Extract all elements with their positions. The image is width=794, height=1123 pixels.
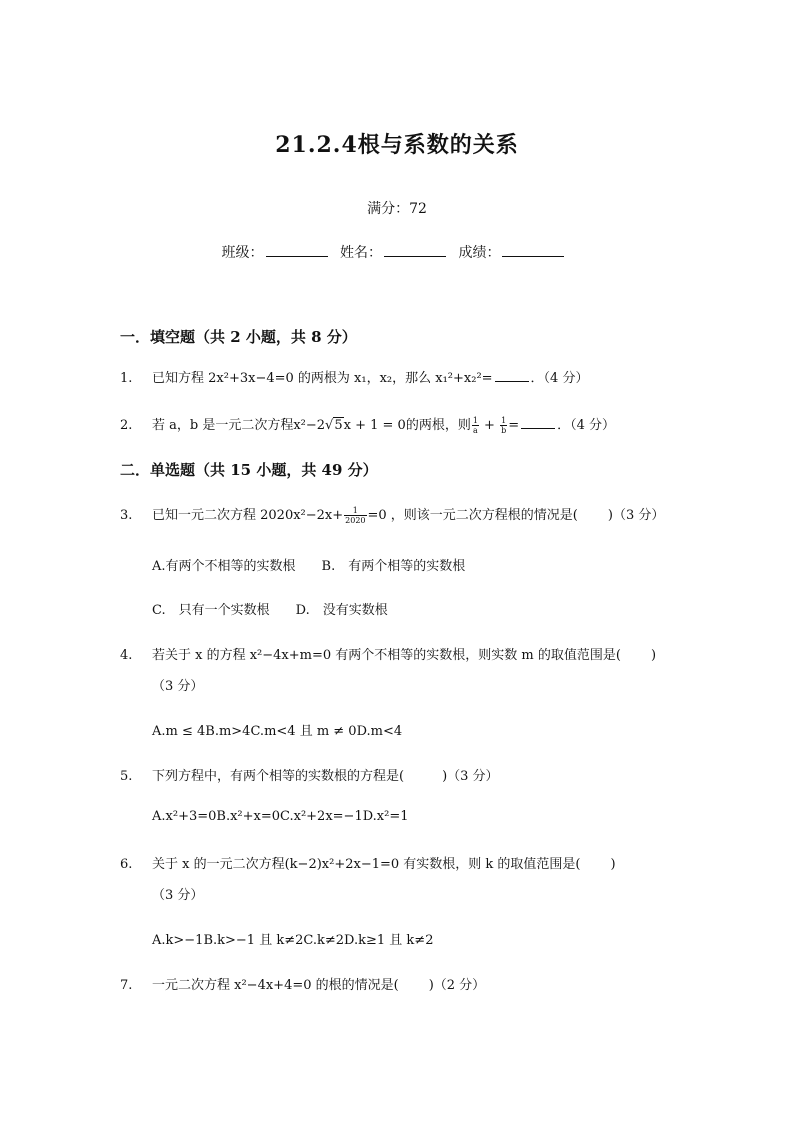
question-2: [120, 414, 615, 435]
question-3: [120, 504, 664, 525]
question-text-end: =0 ，则该一元二次方程根的情况是(: [367, 508, 578, 523]
grade-blank[interactable]: [502, 242, 564, 257]
question-paren-close: ): [650, 648, 657, 663]
question-text: 已知方程 2x²+3x−4=0 的两根为 x₁，x₂，那么 x₁²+x₂²=: [152, 371, 493, 386]
question-number: 2.: [120, 418, 133, 433]
fraction-1-over-b: $\frac{1}{b}$: [501, 416, 507, 435]
question-6-points: （3 分）: [152, 888, 204, 903]
grade-label: 成绩：: [458, 245, 501, 261]
question-4-options[interactable]: A.m ≤ 4B.m>4C.m<4 且 m ≠ 0D.m<4: [152, 724, 403, 739]
question-4: [120, 644, 656, 663]
question-number: 5.: [120, 769, 133, 784]
question-number: 4.: [120, 648, 133, 663]
question-number: 6.: [120, 857, 133, 872]
question-text: 若关于 x 的方程 x²−4x+m=0 有两个不相等的实数根，则实数 m 的取值范围是(: [152, 648, 621, 663]
question-text: 一元二次方程 x²−4x+4=0 的根的情况是(: [152, 978, 399, 993]
section-heading-fill-blank: 一．填空题（共 2 小题，共 8 分）: [120, 328, 357, 346]
question-text: 若 a，b 是一元二次方程x²−2: [152, 418, 326, 433]
answer-blank[interactable]: [521, 416, 555, 429]
question-number: 3.: [120, 508, 133, 523]
class-blank[interactable]: [266, 242, 328, 257]
page-title: 21.2.4根与系数的关系: [275, 132, 519, 158]
student-info-row: [0, 242, 794, 262]
name-label: 姓名：: [340, 245, 382, 261]
question-number: 1.: [120, 371, 133, 386]
question-4-points: （3 分）: [152, 679, 204, 694]
fraction-1-over-2020: $\frac{1}{2020}$: [345, 506, 366, 525]
question-points: )（2 分）: [428, 978, 486, 993]
question-7: [120, 974, 485, 993]
name-blank[interactable]: [384, 242, 446, 257]
question-paren-close: ): [610, 857, 616, 872]
question-points: )（3 分）: [442, 769, 499, 784]
plus-sign: +: [479, 418, 500, 433]
question-points: ．（4 分）: [557, 418, 616, 433]
option-a[interactable]: A.有两个不相等的实数根: [152, 559, 296, 574]
class-label: 班级：: [221, 245, 264, 261]
options-row-ab: [152, 555, 465, 574]
question-number: 7.: [120, 978, 133, 993]
question-6: [120, 853, 616, 872]
option-d[interactable]: D. 没有实数根: [295, 603, 388, 618]
question-points: )（3 分）: [607, 508, 665, 523]
answer-blank[interactable]: [495, 369, 529, 382]
fraction-1-over-a: $\frac{1}{a}$: [472, 416, 478, 435]
question-text: 已知一元二次方程 2020x²−2x+: [152, 508, 344, 523]
equals-sign: =: [508, 418, 520, 433]
question-text-mid: x + 1 = 0的两根，则: [343, 418, 471, 433]
option-b[interactable]: B. 有两个相等的实数根: [321, 559, 466, 574]
sqrt-content: 5: [334, 418, 343, 433]
question-5: [120, 765, 499, 784]
question-5-options[interactable]: A.x²+3=0B.x²+x=0C.x²+2x=−1D.x²=1: [152, 809, 409, 824]
options-row-cd: [152, 599, 388, 618]
sqrt-icon: √: [325, 418, 334, 433]
question-text: 下列方程中，有两个相等的实数根的方程是(: [152, 769, 405, 784]
full-score: 满分：72: [367, 201, 427, 217]
question-6-options[interactable]: A.k>−1B.k>−1 且 k≠2C.k≠2D.k≥1 且 k≠2: [152, 933, 434, 948]
question-points: ．（4 分）: [530, 371, 589, 386]
option-c[interactable]: C. 只有一个实数根: [152, 603, 270, 618]
section-heading-single-choice: 二．单选题（共 15 小题，共 49 分）: [120, 461, 378, 479]
question-text: 关于 x 的一元二次方程(k−2)x²+2x−1=0 有实数根，则 k 的取值范围是(: [152, 857, 581, 872]
question-1: [120, 367, 588, 386]
